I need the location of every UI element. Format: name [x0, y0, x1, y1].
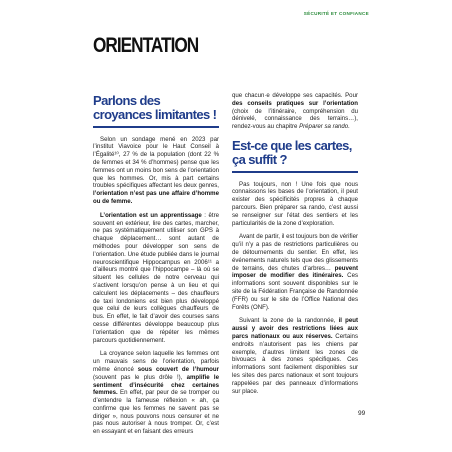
paragraph [232, 317, 358, 395]
page-title: ORIENTATION [93, 34, 199, 57]
text: : être souvent en extérieur, lire des cartes, marcher, ne pas systématiquement utiliser son GPS à chaque déplacement… sont autant de méthodes pour développer son sens de l’orientation. Une étude publiée dans le journal neuroscientifique Hippocampus en 2006¹¹ a d’ailleurs montré que l’hippocampe – là où se situent les cellules de notre cerveau qui s’activent lorsqu’on pense à un lieu et qui calculent les déplacements – des chauffeurs de taxi londoniens est bien plus développé que celui de leurs collègues chauffeurs de bus. En effet, le fait d’avoir des courses sans cesse différentes développe beaucoup plus l’orientation que de répéter les mêmes parcours quotidiennement. [93, 211, 219, 344]
text: Ces informations sont souvent disponibles sur le site de la Fédération Française de Randonnée (FFR) ou sur le site de l’Office National des Forêts (ONF). [232, 272, 359, 311]
text: Suivant la zone de la randonnée, [239, 317, 339, 325]
text: Certains endroits n’autorisent pas les chiens par exemple, d’autres limitent les zones de bivouacs à des zones spécifiques. Ces informations sont facilement disponibles sur les sites des parcs nationaux et sont toujours rappelées par des panneaux d’informations sur place. [232, 332, 358, 395]
text: (souvent pas le plus drôle !), [93, 373, 187, 381]
text: Avant de partir, il est toujours bon de vérifier qu’il n’y a pas de restrictions particulières ou de détournements du sentier. En effet, les événements naturels tels que des glissements de terrains, des chutes d’arbres… [232, 233, 358, 272]
bold-text: L’orientation est un apprentissage [100, 211, 202, 219]
paragraph [232, 233, 358, 311]
text: Selon un sondage mené en 2023 par l’institut Viavoice pour le Haut Conseil à l’Égalité¹⁰, 27 % de la population (dont 22 % de femmes et 34 % d’hommes) pense que les femmes ont un moins bon sens de l’orientation que les hommes. Or, mis à part certains troubles spécifiques affectant les deux genres, [93, 135, 220, 190]
paragraph [93, 350, 219, 436]
text: que chacun·e développe ses capacités. Pour [232, 92, 358, 99]
bold-text: des conseils pratiques sur l’orientation [232, 99, 358, 107]
bold-text: l’orientation n’est pas une affaire d’homme ou de femme. [93, 190, 219, 205]
paragraph [93, 212, 219, 345]
running-header: SÉCURITÉ ET CONFIANCE [303, 11, 369, 16]
text: Pas toujours, non ! Une fois que nous connaissons les bases de l’orientation, il peut exister des spécificités propres à chaque parcours. Bien préparer sa rando, c’est aussi se renseigner sur l’état des sentiers et les particularités de la zone d’exploration. [232, 180, 358, 227]
bold-text: peuvent imposer de modifier des itinéraires. [232, 264, 358, 280]
paragraph [232, 181, 358, 228]
chapter-reference: Préparer sa rando. [299, 123, 350, 131]
page-number: 99 [358, 410, 366, 417]
bold-text: sous couvert de l’humour [137, 365, 220, 373]
text: En effet, par peur de se tromper ou d’entendre la fameuse réflexion « ah, ça confirme que les femmes ne savent pas se diriger », nous pouvons nous censurer et ne pas nous autoriser à nous tromper. Or, c’est en essayant et en faisant des erreurs [93, 389, 219, 436]
section-heading-cartes: Est-ce que les cartes, ça suffit ? [232, 137, 352, 167]
bold-text: il peut aussi y avoir des restrictions liées aux parcs nationaux ou aux réserves. [232, 317, 359, 340]
paragraph-continued [232, 92, 358, 131]
text: La croyance selon laquelle les femmes ont un mauvais sens de l’orientation, parfois même énoncé [93, 350, 219, 373]
right-column [232, 93, 358, 401]
left-column [93, 94, 219, 442]
heading-rule [232, 171, 358, 173]
section-heading-croyances: Parlons des croyances limitantes ! [93, 93, 217, 122]
paragraph [93, 136, 219, 206]
text: (choix de l’itinéraire, compréhension du dénivelé, connaissance des terrains…), rendez-vous au chapitre [232, 107, 358, 131]
bold-text: amplifie le sentiment d’insécurité chez certaines femmes. [93, 373, 219, 397]
heading-rule [93, 126, 219, 128]
